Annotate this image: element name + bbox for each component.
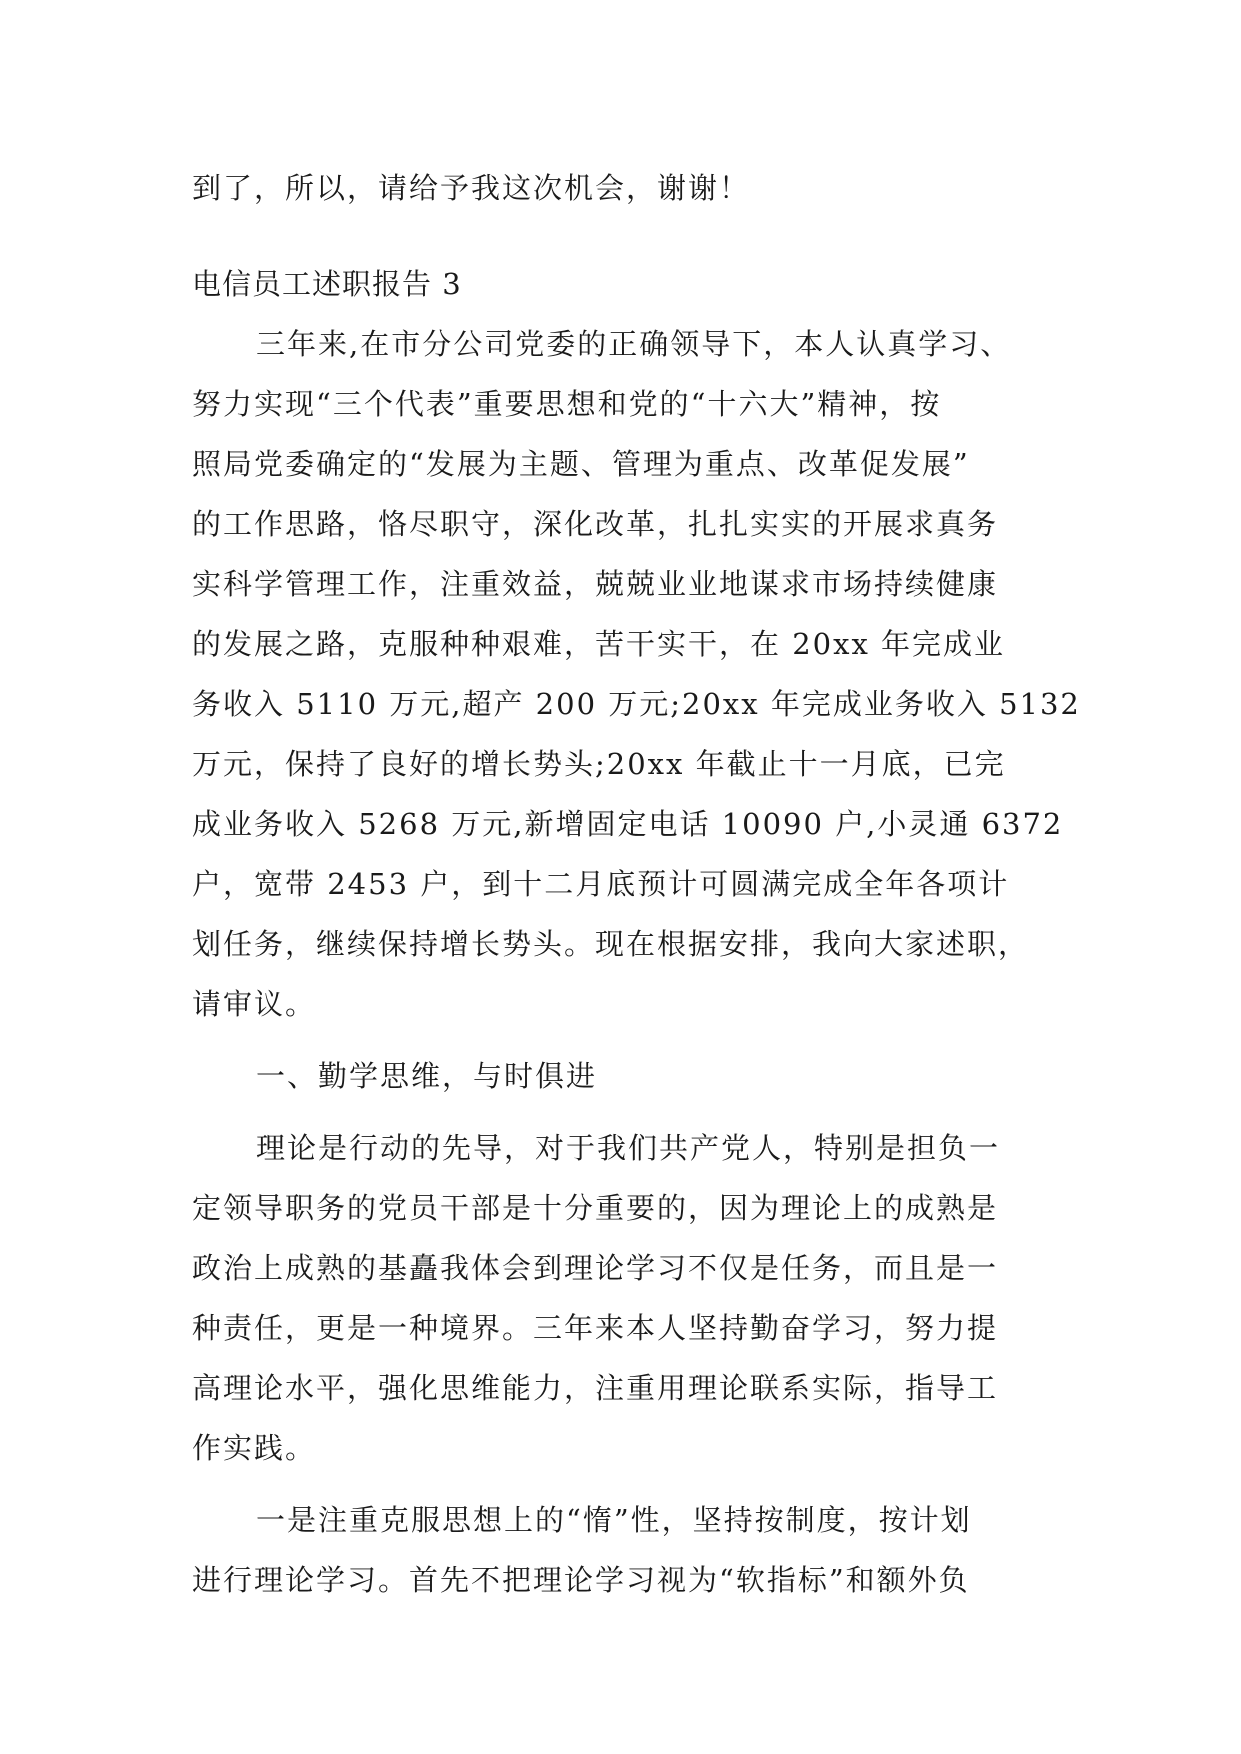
paragraph-line: 的发展之路，克服种种艰难，苦干实干，在 20xx 年完成业	[192, 627, 1006, 661]
intro-paragraph	[192, 314, 1081, 1034]
paragraph-line: 定领导职务的党员干部是十分重要的，因为理论上的成熟是	[192, 1191, 999, 1225]
paragraph-line: 努力实现“三个代表”重要思想和党的“十六大”精神，按	[192, 387, 942, 421]
paragraph-line: 万元，保持了良好的增长势头;20xx 年截止十一月底，已完	[192, 747, 1006, 781]
paragraph-line: 进行理论学习。首先不把理论学习视为“软指标”和额外负	[192, 1563, 970, 1597]
document-body	[192, 158, 1081, 1610]
point-paragraph	[192, 1490, 1052, 1610]
paragraph-line: 户，宽带 2453 户，到十二月底预计可圆满完成全年各项计	[192, 867, 1010, 901]
spacer	[192, 1478, 1052, 1490]
spacer	[192, 1106, 1052, 1118]
paragraph-line: 政治上成熟的基矗我体会到理论学习不仅是任务，而且是一	[192, 1251, 999, 1285]
paragraph-line: 高理论水平，强化思维能力，注重用理论联系实际，指导工	[192, 1371, 999, 1405]
paragraph-line: 划任务，继续保持增长势头。现在根据安排，我向大家述职，	[192, 927, 1030, 961]
paragraph-line: 作实践。	[192, 1431, 317, 1465]
paragraph-line: 请审议。	[192, 987, 317, 1021]
paragraph-line: 一是注重克服思想上的“惰”性，坚持按制度，按计划	[256, 1503, 972, 1537]
section-heading: 一、勤学思维，与时俱进	[256, 1059, 598, 1093]
paragraph-line: 种责任，更是一种境界。三年来本人坚持勤奋学习，努力提	[192, 1311, 999, 1345]
report-title: 电信员工述职报告 3	[192, 267, 462, 301]
paragraph-line: 实科学管理工作，注重效益，兢兢业业地谋求市场持续健康	[192, 567, 999, 601]
previous-section-closing-line: 到了，所以，请给予我这次机会，谢谢！	[192, 171, 751, 205]
spacer	[192, 1034, 1052, 1046]
paragraph-line: 的工作思路，恪尽职守，深化改革，扎扎实实的开展求真务	[192, 507, 999, 541]
paragraph-line: 三年来,在市分公司党委的正确领导下，本人认真学习、	[256, 327, 1012, 361]
section-paragraph	[192, 1118, 1052, 1478]
paragraph-line: 务收入 5110 万元,超产 200 万元;20xx 年完成业务收入 5132	[192, 687, 1081, 721]
paragraph-line: 理论是行动的先导，对于我们共产党人，特别是担负一	[256, 1131, 1001, 1165]
paragraph-line: 照局党委确定的“发展为主题、管理为重点、改革促发展”	[192, 447, 970, 481]
spacer	[192, 218, 1052, 254]
paragraph-line: 成业务收入 5268 万元,新增固定电话 10090 户,小灵通 6372	[192, 807, 1064, 841]
